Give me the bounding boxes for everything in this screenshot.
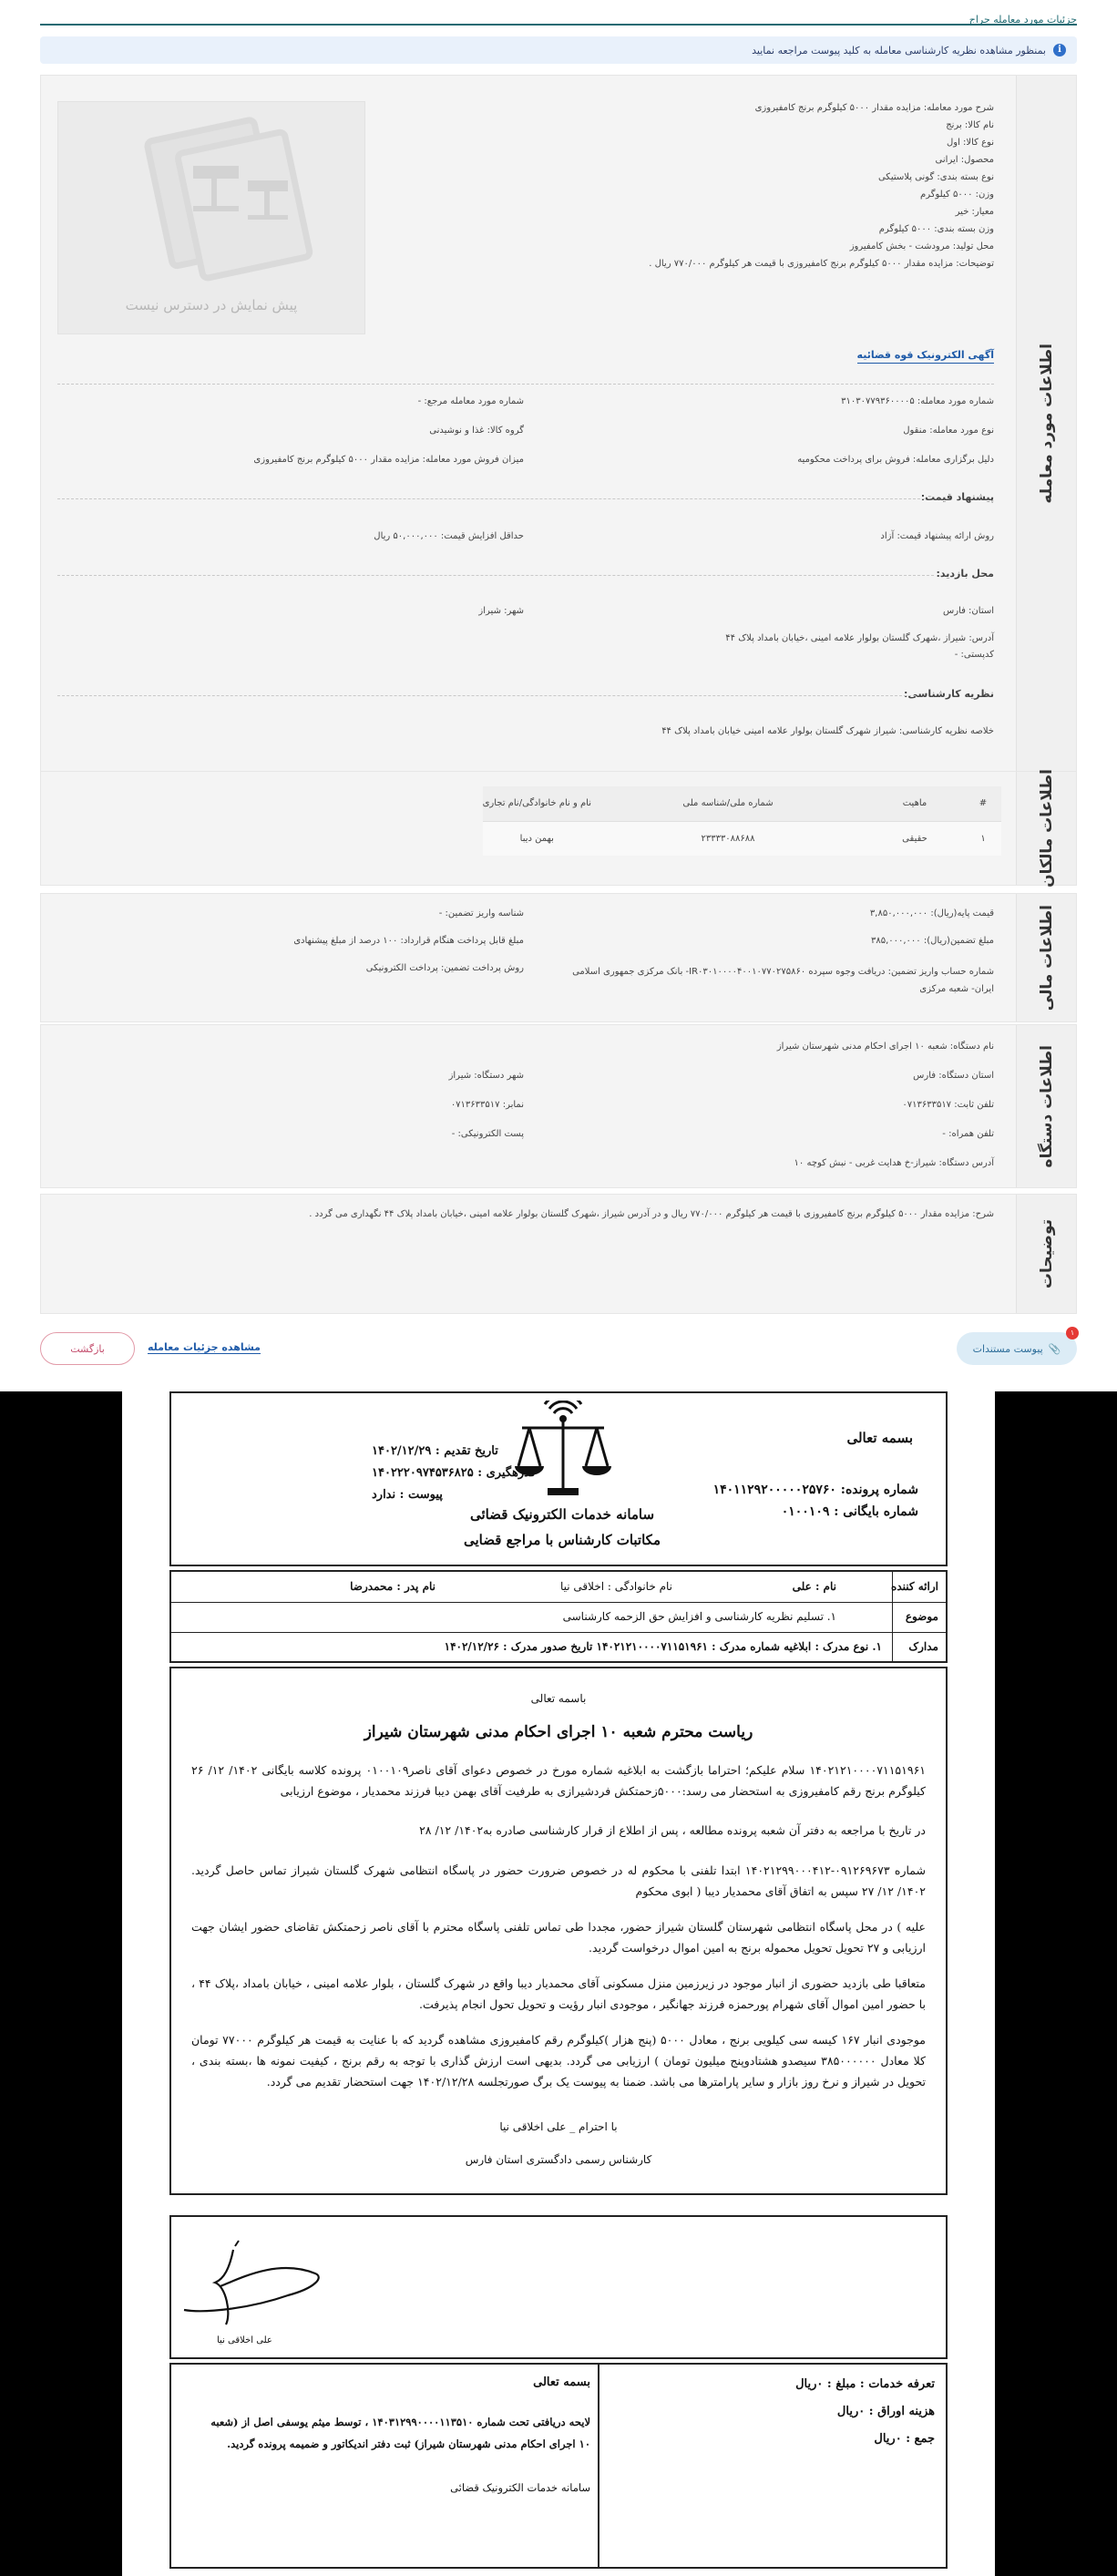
item-type: نوع مورد معامله: منقول — [903, 426, 994, 436]
attachments-count-badge: ۱ — [1066, 1327, 1079, 1339]
offer-method: روش ارائه پیشنهاد قیمت: آزاد — [880, 531, 994, 541]
doc-regards: با احترام _ علی اخلاقی نیا — [499, 2120, 618, 2133]
paperclip-icon: 📎 — [1048, 1342, 1061, 1355]
view-details-link[interactable]: مشاهده جزئیات معامله — [148, 1341, 261, 1353]
table-header-row — [483, 786, 1001, 821]
deposit-account: شماره حساب واریز تضمین: دریافت وجوه سپرده IR۰۳۰۱۰۰۰۰۴۰۰۱۰۷۷۰۲۷۵۸۶۰- بانک مرکزی جمهوری اسلامی ایران- شعبه مرکزی — [572, 967, 994, 994]
offer-title: پیشنهاد قیمت: — [920, 491, 994, 503]
doc-header-box — [169, 1391, 948, 1566]
doc-org-subtitle: مکاتبات کارشناس با مراجع قضایی — [463, 1532, 661, 1548]
item-info-body — [41, 76, 1016, 772]
doc-receipt-line-1: لایحه دریافتی تحت شماره ۱۴۰۳۱۲۹۹۰۰۰۰۱۱۳۵۱۰ ، توسط میثم یوسفی اصل از (شعبه — [210, 2416, 590, 2428]
office-email: پست الکترونیکی: - — [451, 1129, 524, 1139]
visit-title: محل بازدید: — [936, 568, 994, 580]
doc-archive-number: شماره بایگانی : ۰۱۰۰۱۰۹ — [781, 1504, 918, 1519]
doc-paragraph-3: شماره ۰۹۱۲۶۹۶۷۳-۱۴۰۲۱۲۹۹۰۰۰۴۱۲ ابتدا تلفنی با محکوم له در خصوص ضرورت حضور در پاسگاه انتظامی شهرک گلستان شیراز تماس حاصل گردید. ۱۴۰۲/ ۱۲/ ۲۷ سپس به اتفاق آقای محمدیار دیبا ( ابوی محکوم — [191, 1863, 926, 1898]
item-kind: نوع کالا: اول — [946, 138, 994, 148]
payable-amount: مبلغ قابل پرداخت هنگام قرارداد: ۱۰۰ درصد از مبلغ پیشنهادی — [293, 936, 524, 946]
visit-postal: کدپستی: - — [954, 650, 994, 660]
office-section — [40, 1024, 1077, 1188]
office-body — [41, 1025, 1016, 1187]
owners-section — [40, 771, 1077, 886]
visit-province: استان: فارس — [943, 606, 994, 616]
item-value: معیار: خیر — [955, 207, 994, 217]
doc-basmala: بسمه تعالی — [846, 1430, 913, 1446]
doc-signer-name: علی اخلاقی نیا — [217, 2335, 272, 2345]
description-section — [40, 1194, 1077, 1314]
base-price: قیمت پایه(ریال): ۳,۸۵۰,۰۰۰,۰۰۰ — [869, 908, 994, 919]
divider — [57, 384, 994, 385]
office-phone: تلفن ثابت: ۰۷۱۳۶۳۳۵۱۷ — [902, 1100, 994, 1110]
doc-paragraph-1: ۱۴۰۲۱۲۱۰۰۰۰۷۱۱۵۱۹۶۱ سلام علیکم؛ احتراما بازگشت به ابلاغیه شماره مورخ در خصوص دعوای آقای ناصر۰۱۰۰۱۰۹ پرونده کلاسه بایگانی ۱۴۰۲/ ۱۲/ ۲۶ کیلوگرم برنج رقم کامفیروزی به استحضار می رسد:۵۰۰۰زحمتکش فردشیرازی به طرفیت آقای بهمن دیبا فرزند محمدیار ، موضوع ارزیابی — [191, 1763, 927, 1798]
doc-paragraph-5: متعاقبا طی بازدید حضوری از انبار موجود در زیرزمین منزل مسکونی آقای محمدیار دیبا واقع در شهرک گلستان ، بلوار علامه امینی ، خیابان بامداد ،پلاک ۴۴ ، با حضور امین اموال آقای شهرام پورحمزه فرزند جهانگیر ، موجودی انبار رؤیت و تحویل تحول انجام پذیرفت. — [191, 1976, 926, 2011]
doc-presenter-label: ارائه کننده — [891, 1580, 938, 1593]
cell-national-id: ۲۳۳۳۳۰۸۸۶۸۸ — [591, 821, 865, 856]
doc-letter-box — [169, 1667, 948, 2195]
cell-index: ۱ — [965, 821, 1001, 856]
doc-fee-total-title: تعرفه خدمات : مبلغ : ۰ریال — [795, 2377, 935, 2391]
financial-section — [40, 893, 1077, 1022]
image-placeholder — [57, 101, 365, 334]
tab-description: توضیحات — [1016, 1195, 1076, 1313]
office-mobile: تلفن همراه: - — [942, 1129, 994, 1139]
col-name: نام و نام خانوادگی/نام تجاری — [483, 786, 591, 821]
description-body — [41, 1195, 1016, 1313]
doc-presenter-name: نام : علی — [792, 1580, 836, 1593]
doc-paragraph-2: در تاریخ با مراجعه به دفتر آن شعبه پرونده مطالعه ، پس از اطلاع از قرار کارشناسی صادره به۱۴۰۲/ ۱۲/ ۲۸ — [419, 1823, 926, 1837]
table-row — [483, 821, 1001, 856]
doc-meta-table — [169, 1570, 948, 1663]
cell-name: بهمن دیبا — [483, 821, 591, 856]
doc-tracking-code: کدرهگیری : ۱۴۰۲۲۲۰۹۷۴۵۳۶۸۲۵ — [372, 1466, 537, 1480]
divider — [57, 575, 934, 576]
doc-receipt-box — [169, 2363, 948, 2569]
item-group: گروه کالا: غذا و نوشیدنی — [429, 426, 524, 436]
col-national-id: شماره ملی/شناسه ملی — [591, 786, 865, 821]
doc-docs-label: مدارک — [908, 1640, 938, 1653]
office-province: استان دستگاه: فارس — [913, 1071, 994, 1081]
office-address: آدرس دستگاه: شیراز-خ هدایت غربی - نبش کوچه ۱۰ — [794, 1158, 994, 1168]
expert-summary: خلاصه نظریه کارشناسی: شیراز شهرک گلستان بولوار علامه امینی خیابان بامداد پلاک ۴۴ — [661, 726, 994, 736]
pay-method: روش پرداخت تضمین: پرداخت الکترونیکی — [365, 963, 524, 973]
doc-org-name: سامانه خدمات الکترونیک قضائی — [469, 1506, 655, 1523]
doc-presenter-father: نام پدر : محمدرضا — [350, 1580, 436, 1593]
item-packing: نوع بسته بندی: گونی پلاستیکی — [877, 172, 994, 182]
gavel-icon — [56, 102, 364, 284]
tab-item-info: اطلاعات مورد معامله — [1016, 76, 1076, 772]
tab-financial: اطلاعات مالی — [1016, 894, 1076, 1021]
doc-receipt-line-2: ۱۰ اجرای احکام مدنی شهرستان شیراز) ثبت دفتر اندیکاتور و ضمیمه پرونده گردید. — [227, 2437, 590, 2450]
doc-expert-title: کارشناس رسمی دادگستری استان فارس — [465, 2153, 652, 2166]
tab-office: اطلاعات دستگاه — [1016, 1025, 1076, 1187]
preview-unavailable: پیش نمایش در دسترس نیست — [125, 297, 298, 313]
doc-date: تاریخ تقدیم : ۱۴۰۲/۱۲/۲۹ — [372, 1444, 498, 1458]
divider — [57, 695, 916, 696]
page-title: جزئیات مورد معامله حراج — [968, 14, 1077, 26]
scanned-document — [0, 1391, 1117, 2576]
office-name: نام دستگاه: شعبه ۱۰ اجرای احکام مدنی شهرستان شیراز — [776, 1042, 994, 1052]
item-reason: دلیل برگزاری معامله: فروش برای پرداخت محکومیه — [797, 455, 994, 465]
office-fax: نمابر: ۰۷۱۳۶۳۳۵۱۷ — [450, 1100, 524, 1110]
doc-fee-papers: هزینه اوراق : ۰ریال — [836, 2405, 935, 2418]
doc-receipt-basmala: بسمه تعالی — [533, 2376, 590, 2389]
item-sale-amount: میزان فروش مورد معامله: مزایده مقدار ۵۰۰۰ کیلوگرم برنج کامفیروزی — [253, 455, 524, 465]
doc-salutation: باسمه تعالی — [530, 1692, 587, 1705]
item-ref-number: شماره مورد معامله مرجع: - — [417, 396, 524, 406]
doc-subject-label: موضوع — [905, 1610, 938, 1623]
doc-presenter-family: نام خانوادگی : اخلاقی نیا — [560, 1580, 672, 1593]
description-text: شرح: مزایده مقدار ۵۰۰۰ کیلوگرم برنج کامفیروزی با قیمت هر کیلوگرم ۷۷۰/۰۰۰ ریال و در آدرس شیراز ،شهرک گلستان بولوار علامه امینی ،خیابان بامداد پلاک ۴۴ نگهداری می گردد . — [309, 1209, 994, 1219]
cell-nature: حقیقی — [865, 821, 965, 856]
notice-text: بمنظور مشاهده نظریه کارشناسی معامله به کلید پیوست مراجعه نمایید — [752, 44, 1046, 56]
financial-body — [41, 894, 1016, 1021]
office-city: شهر دستگاه: شیراز — [448, 1071, 524, 1081]
doc-paragraph-4: علیه ) در محل پاسگاه انتظامی شهرستان گلستان شیراز حضور، مجددا طی تماس تلفنی پاسگاه محترم با آقای ناصر زحمتکش تقاضای حضور ایشان جهت ارزیابی و ۲۷ تحویل تحویل محموله برنج به امین اموال درخواست گردید. — [191, 1920, 926, 1955]
info-icon: i — [1053, 44, 1066, 56]
visit-address: آدرس: شیراز ،شهرک گلستان بولوار علامه امینی ،خیابان بامداد پلاک ۴۴ — [725, 633, 994, 643]
item-notes: توضیحات: مزایده مقدار ۵۰۰۰ کیلوگرم برنج کامفیروزی با قیمت هر کیلوگرم ۷۷۰/۰۰۰ ریال . — [649, 259, 994, 269]
item-number: شماره مورد معامله: ۳۱۰۳۰۷۷۹۳۶۰۰۰۰۵ — [841, 396, 994, 406]
doc-docs: ۱. نوع مدرک : ابلاغیه شماره مدرک : ۱۴۰۲۱۲۱۰۰۰۰۷۱۱۵۱۹۶۱ تاریخ صدور مدرک : ۱۴۰۲/۱۲/۲۶ — [444, 1640, 882, 1653]
doc-letter-title: ریاست محترم شعبه ۱۰ اجرای احکام مدنی شهرستان شیراز — [364, 1723, 753, 1741]
doc-fee-sum: جمع : ۰ریال — [874, 2432, 935, 2446]
judiciary-ad-link[interactable]: آگهی الکترونیک قوه قضائیه — [857, 349, 994, 364]
doc-receipt-line-3: سامانه خدمات الکترونیک قضائی — [450, 2481, 590, 2494]
doc-attachment: پیوست : ندارد — [372, 1488, 443, 1502]
item-pack-weight: وزن بسته بندی: ۵۰۰۰ کیلوگرم — [878, 224, 994, 234]
handwritten-signature — [179, 2222, 343, 2332]
back-button[interactable]: بازگشت — [40, 1332, 135, 1365]
min-increase: حداقل افزایش قیمت: ۵۰,۰۰۰,۰۰۰ ریال — [374, 531, 524, 541]
doc-paragraph-6: موجودی انبار ۱۶۷ کیسه سی کیلویی برنج ، معادل ۵۰۰۰ (پنج هزار )کیلوگرم رقم کامفیروزی مشاهده گردید که با عنایت به قیمت هر کیلوگرم ۷۷۰۰۰ تومان کلا معادل ۳۸۵۰۰۰۰۰۰ سیصدو هشتادوپنج میلیون تومان ) ارزیابی می گردد. بدیهی است ارزش گذاری با توجه به رقم برنج ، کیفیت نمونه ها ،بسته بندی ، تحویل در شیراز و نرخ روز بازار و سایر پارامترها می باشد. ضمنا به پیوست یک برگ صورتجلسه ۱۴۰۲/۱۲/۲۸ جهت استحضار تقدیم می گردد. — [191, 2033, 926, 2089]
doc-case-number: شماره پرونده: ۱۴۰۱۱۲۹۲۰۰۰۰۰۲۵۷۶۰ — [712, 1483, 918, 1497]
guarantee-amount: مبلغ تضمین(ریال): ۳۸۵,۰۰۰,۰۰۰ — [870, 936, 994, 946]
owners-table — [483, 786, 1001, 856]
divider — [57, 498, 925, 499]
attachments-button[interactable]: ۱ 📎 پیوست مستندات — [957, 1332, 1077, 1365]
item-info-section — [40, 75, 1077, 773]
col-index: # — [965, 786, 1001, 821]
owners-body — [41, 772, 1016, 885]
item-weight: وزن: ۵۰۰۰ کیلوگرم — [920, 190, 994, 200]
expert-title: نظریه کارشناسی: — [904, 688, 994, 700]
item-origin: محصول: ایرانی — [935, 155, 994, 165]
doc-subject: ۱. تسلیم نظریه کارشناسی و افزایش حق الزحمه کارشناسی — [562, 1610, 836, 1623]
item-product: نام کالا: برنج — [946, 120, 994, 130]
deposit-id: شناسه واریز تضمین: - — [438, 908, 524, 919]
tab-owners: اطلاعات مالکان — [1016, 772, 1076, 885]
page-header — [40, 5, 1077, 26]
item-description: شرح مورد معامله: مزایده مقدار ۵۰۰۰ کیلوگرم برنج کامفیروزی — [754, 103, 994, 113]
visit-city: شهر: شیراز — [478, 606, 524, 616]
notice-bar — [40, 36, 1077, 64]
document-page — [122, 1391, 995, 2576]
doc-signature-box — [169, 2215, 948, 2359]
justice-scale-emblem — [513, 1401, 613, 1501]
col-nature: ماهیت — [865, 786, 965, 821]
item-location: محل تولید: مرودشت - بخش کامفیروز — [849, 241, 994, 251]
